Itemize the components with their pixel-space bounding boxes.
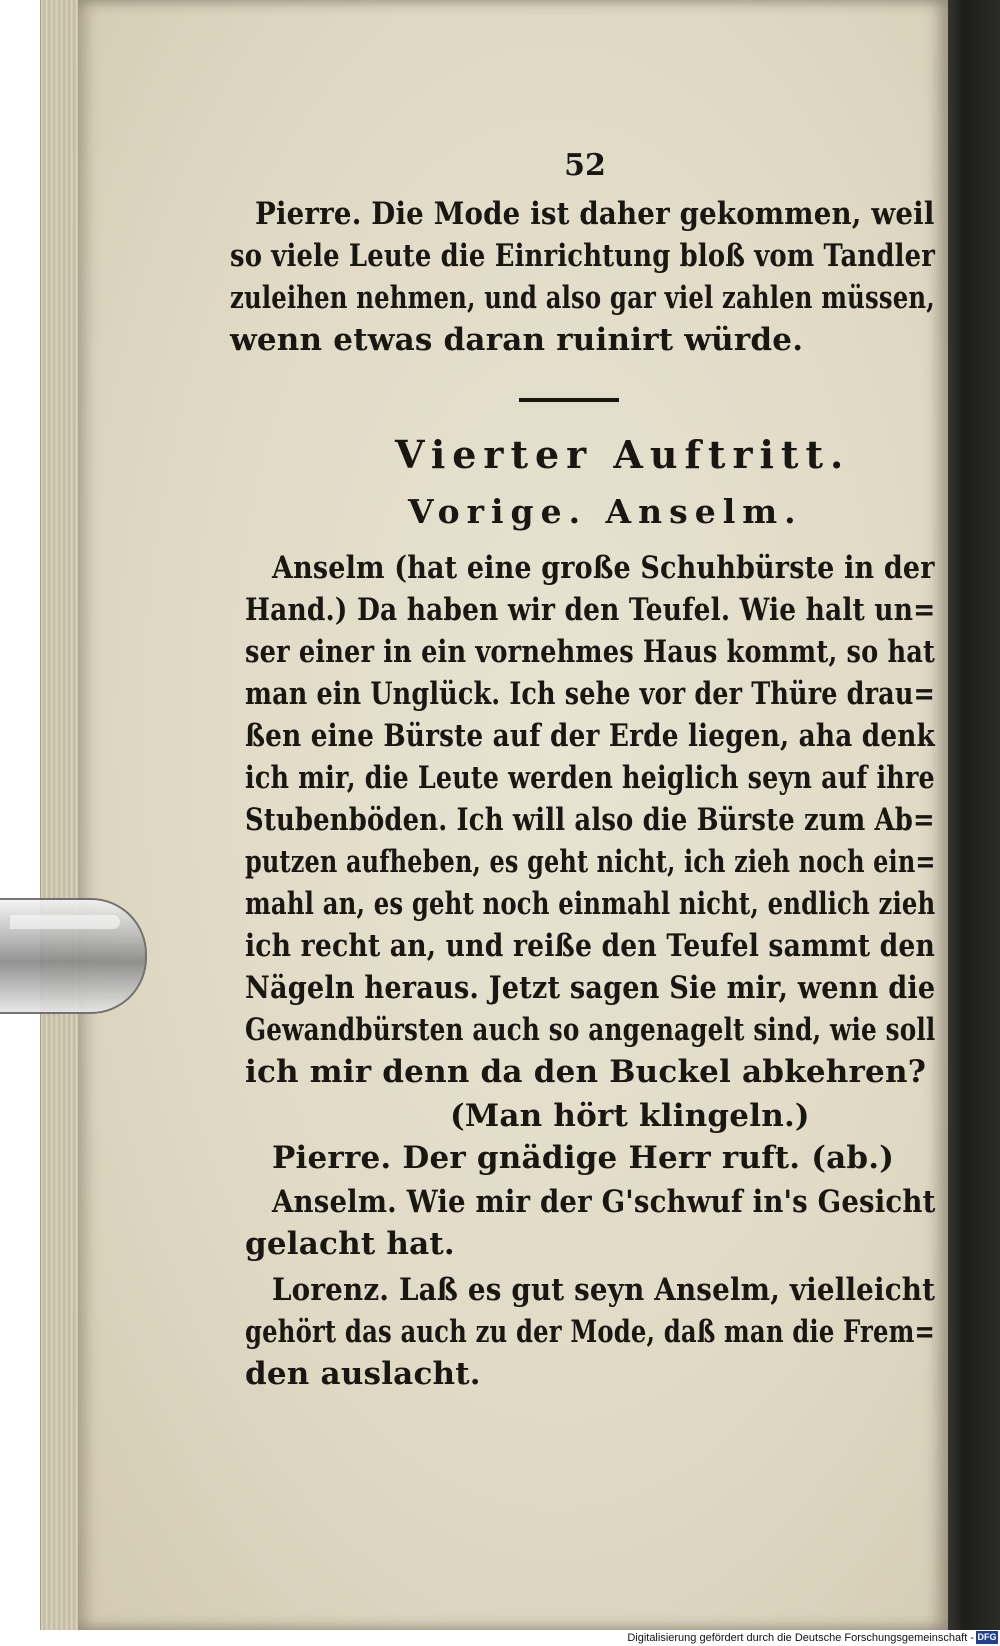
- cast-list: Vorige. Anselm.: [408, 492, 803, 531]
- text-line: Anselm (hat eine große Schuhbürste in der: [272, 550, 935, 586]
- text-line: den auslacht.: [245, 1356, 481, 1392]
- dfg-logo: DFG: [977, 1632, 997, 1642]
- text-line: ser einer in ein vornehmes Haus kommt, so hat: [245, 634, 936, 670]
- footer-credit: Digitalisierung gefördert durch die Deutsche Forschungsgemeinschaft -: [627, 1632, 974, 1644]
- stage-direction: (Man hört klingeln.): [450, 1098, 810, 1134]
- text-line: Gewandbürsten auch so angenagelt sind, wie soll: [245, 1012, 936, 1048]
- text-line: Lorenz. Laß es gut seyn Anselm, vielleicht: [272, 1272, 936, 1308]
- text-line: mahl an, es geht noch einmahl nicht, endlich zieh: [245, 886, 936, 922]
- text-line: man ein Unglück. Ich sehe vor der Thüre drau=: [245, 676, 935, 712]
- page-edges: [40, 0, 81, 1630]
- text-line: Anselm. Wie mir der G'schwuf in's Gesicht: [272, 1184, 936, 1220]
- scanner-shadow: [945, 0, 1000, 1630]
- text-line: ßen eine Bürste auf der Erde liegen, aha denk: [245, 718, 935, 754]
- text-line: zuleihen nehmen, und also gar viel zahlen müssen,: [230, 280, 935, 316]
- section-divider: [519, 398, 619, 402]
- text-line: gelacht hat.: [245, 1226, 455, 1262]
- text-line: Hand.) Da haben wir den Teufel. Wie halt un=: [245, 592, 936, 628]
- page-number: 52: [564, 148, 606, 183]
- text-line: putzen aufheben, es geht nicht, ich zieh noch ein=: [245, 844, 936, 880]
- text-line: Pierre. Die Mode ist daher gekommen, weil: [255, 196, 935, 232]
- text-line: Stubenböden. Ich will also die Bürste zum Ab=: [245, 802, 935, 838]
- text-line: Pierre. Der gnädige Herr ruft. (ab.): [272, 1140, 895, 1176]
- text-line: wenn etwas daran ruinirt würde.: [230, 322, 804, 358]
- text-line: ich mir, die Leute werden heiglich seyn auf ihre: [245, 760, 935, 796]
- text-line: ich mir denn da den Buckel abkehren?: [245, 1054, 927, 1090]
- page-clip-highlight: [10, 915, 120, 929]
- left-margin: [0, 0, 40, 1630]
- text-line: Nägeln heraus. Jetzt sagen Sie mir, wenn die: [245, 970, 936, 1006]
- text-line: ich recht an, und reiße den Teufel sammt den: [245, 928, 936, 964]
- text-line: so viele Leute die Einrichtung bloß vom Tandler: [230, 238, 935, 274]
- text-line: gehört das auch zu der Mode, daß man die Frem=: [245, 1314, 936, 1350]
- scene-title: Vierter Auftritt.: [395, 432, 851, 477]
